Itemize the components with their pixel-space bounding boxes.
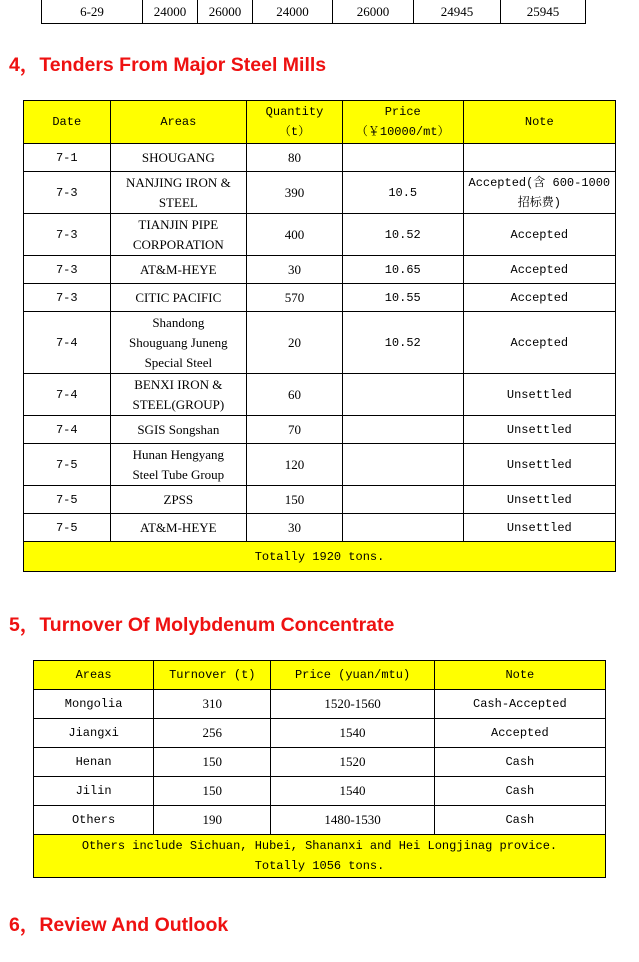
col-header-price	[342, 101, 463, 144]
cell-note	[463, 312, 615, 374]
table-cell: 24000	[143, 0, 198, 24]
table-row	[24, 514, 616, 542]
table-cell: 25945	[501, 0, 586, 24]
cell-note	[463, 214, 615, 256]
cell-date: 7-3	[24, 172, 111, 214]
table-row	[24, 284, 616, 312]
cell-area	[110, 256, 247, 284]
cell-area	[110, 312, 247, 374]
cell-note	[463, 256, 615, 284]
section-heading-molybdenum: 5，Turnover Of Molybdenum Concentrate	[9, 614, 395, 636]
note-line: Unsettled	[506, 387, 572, 402]
note-line: Accepted	[510, 262, 569, 277]
note-line: Accepted	[510, 227, 569, 242]
cell-area	[110, 416, 247, 444]
cell-price: 1520	[271, 748, 434, 777]
table-row	[24, 444, 616, 486]
note-line: Unsettled	[506, 457, 572, 472]
area-line: AT&M-HEYE	[140, 261, 217, 277]
cell-date: 7-5	[24, 444, 111, 486]
cell-date: 7-1	[24, 144, 111, 172]
note-line: Unsettled	[506, 520, 572, 535]
cell-price: 10.5	[342, 172, 463, 214]
cell-quantity: 20	[247, 312, 343, 374]
header-line: Quantity	[265, 105, 324, 119]
table-row	[34, 690, 606, 719]
header-line: Price	[384, 105, 421, 119]
cell-date: 7-4	[24, 416, 111, 444]
area-line: BENXI IRON &	[134, 376, 223, 392]
col-header-quantity	[247, 101, 343, 144]
col-header-areas: Areas	[110, 101, 247, 144]
note-line: Unsettled	[506, 492, 572, 507]
table-cell: 26000	[198, 0, 253, 24]
table-row	[34, 719, 606, 748]
cell-area	[110, 444, 247, 486]
area-line: SHOUGANG	[141, 149, 215, 165]
cell-area: Mongolia	[34, 690, 154, 719]
cell-date: 7-4	[24, 312, 111, 374]
section-heading-review: 6，Review And Outlook	[9, 914, 229, 936]
cell-note	[463, 144, 615, 172]
cell-price	[342, 144, 463, 172]
cell-turnover: 256	[154, 719, 271, 748]
cell-note	[463, 172, 615, 214]
cell-turnover: 150	[154, 748, 271, 777]
table-row	[24, 214, 616, 256]
cell-price: 10.65	[342, 256, 463, 284]
cell-turnover: 190	[154, 806, 271, 835]
col-header-date: Date	[24, 101, 111, 144]
cell-area: Henan	[34, 748, 154, 777]
area-line: Steel Tube Group	[132, 466, 225, 482]
cell-quantity: 80	[247, 144, 343, 172]
table-row	[24, 416, 616, 444]
cell-date: 7-3	[24, 284, 111, 312]
molybdenum-table	[33, 660, 606, 878]
cell-price: 1540	[271, 777, 434, 806]
cell-note	[463, 514, 615, 542]
footer-total: Totally 1056 tons.	[254, 859, 385, 873]
area-line: Shouguang Juneng	[129, 334, 228, 350]
note-line: Accepted	[510, 290, 569, 305]
table-cell: 6-29	[42, 0, 143, 24]
cell-quantity: 400	[247, 214, 343, 256]
cell-date: 7-5	[24, 514, 111, 542]
area-line: CORPORATION	[132, 236, 224, 252]
col-header-price: Price (yuan/mtu)	[271, 661, 434, 690]
footer-note: Others include Sichuan, Hubei, Shananxi and Hei Longjinag provice.	[81, 839, 558, 853]
cell-quantity: 30	[247, 514, 343, 542]
cell-area: Jiangxi	[34, 719, 154, 748]
cell-date: 7-4	[24, 374, 111, 416]
note-line: Unsettled	[506, 422, 572, 437]
area-line: CITIC PACIFIC	[135, 289, 222, 305]
col-header-note: Note	[463, 101, 615, 144]
note-line: Accepted(含 600-1000	[468, 175, 611, 190]
area-line: ZPSS	[163, 491, 194, 507]
area-line: SGIS Songshan	[137, 421, 220, 437]
tenders-body	[24, 144, 616, 542]
cell-price: 10.52	[342, 312, 463, 374]
area-line: Special Steel	[144, 354, 213, 370]
table-row	[24, 486, 616, 514]
cell-price	[342, 444, 463, 486]
section-heading-tenders: 4，Tenders From Major Steel Mills	[9, 54, 327, 76]
cell-quantity: 570	[247, 284, 343, 312]
prev-price-table	[41, 0, 586, 24]
cell-price: 10.55	[342, 284, 463, 312]
col-header-turnover: Turnover (t)	[154, 661, 271, 690]
cell-area: Jilin	[34, 777, 154, 806]
cell-price: 1520-1560	[271, 690, 434, 719]
area-line: NANJING IRON &	[125, 174, 231, 190]
cell-quantity: 30	[247, 256, 343, 284]
area-line: TIANJIN PIPE	[138, 216, 219, 232]
cell-quantity: 150	[247, 486, 343, 514]
cell-note	[463, 374, 615, 416]
cell-note: Cash	[434, 806, 605, 835]
cell-quantity: 390	[247, 172, 343, 214]
area-line: STEEL	[158, 194, 198, 210]
table-footer-row	[34, 835, 606, 878]
cell-turnover: 310	[154, 690, 271, 719]
note-line: Accepted	[510, 335, 569, 350]
table-header-row	[34, 661, 606, 690]
cell-date: 7-5	[24, 486, 111, 514]
cell-note	[463, 284, 615, 312]
cell-price: 1480-1530	[271, 806, 434, 835]
tenders-total: Totally 1920 tons.	[24, 542, 616, 572]
molybdenum-footer	[34, 835, 606, 878]
cell-turnover: 150	[154, 777, 271, 806]
table-total-row	[24, 542, 616, 572]
area-line: Shandong	[152, 314, 205, 330]
header-line: （￥10000/mt）	[355, 125, 450, 139]
cell-date: 7-3	[24, 214, 111, 256]
cell-area	[110, 514, 247, 542]
cell-note: Cash-Accepted	[434, 690, 605, 719]
table-cell: 26000	[333, 0, 414, 24]
cell-note	[463, 486, 615, 514]
table-row	[34, 748, 606, 777]
cell-area: Others	[34, 806, 154, 835]
cell-area	[110, 214, 247, 256]
cell-price: 1540	[271, 719, 434, 748]
area-line: Hunan Hengyang	[132, 446, 224, 462]
cell-quantity: 60	[247, 374, 343, 416]
cell-area	[110, 172, 247, 214]
cell-quantity: 120	[247, 444, 343, 486]
cell-area	[110, 284, 247, 312]
table-row	[24, 374, 616, 416]
table-header-row	[24, 101, 616, 144]
cell-date: 7-3	[24, 256, 111, 284]
table-row	[24, 256, 616, 284]
table-row	[24, 312, 616, 374]
table-row	[34, 777, 606, 806]
cell-price	[342, 514, 463, 542]
cell-area	[110, 374, 247, 416]
area-line: AT&M-HEYE	[140, 519, 217, 535]
tenders-table	[23, 100, 616, 572]
cell-price	[342, 486, 463, 514]
col-header-note: Note	[434, 661, 605, 690]
cell-price: 10.52	[342, 214, 463, 256]
note-line: 招标费)	[517, 195, 561, 210]
table-row	[24, 144, 616, 172]
molybdenum-body	[34, 690, 606, 835]
cell-note: Cash	[434, 748, 605, 777]
table-row	[34, 806, 606, 835]
table-cell: 24945	[414, 0, 501, 24]
cell-price	[342, 374, 463, 416]
cell-price	[342, 416, 463, 444]
cell-note	[463, 444, 615, 486]
table-cell: 24000	[253, 0, 333, 24]
cell-note: Accepted	[434, 719, 605, 748]
col-header-areas: Areas	[34, 661, 154, 690]
cell-area	[110, 486, 247, 514]
cell-note	[463, 416, 615, 444]
table-row	[42, 0, 586, 24]
header-line: （t）	[278, 125, 311, 139]
table-row	[24, 172, 616, 214]
cell-quantity: 70	[247, 416, 343, 444]
cell-area	[110, 144, 247, 172]
area-line: STEEL(GROUP)	[132, 396, 225, 412]
cell-note: Cash	[434, 777, 605, 806]
